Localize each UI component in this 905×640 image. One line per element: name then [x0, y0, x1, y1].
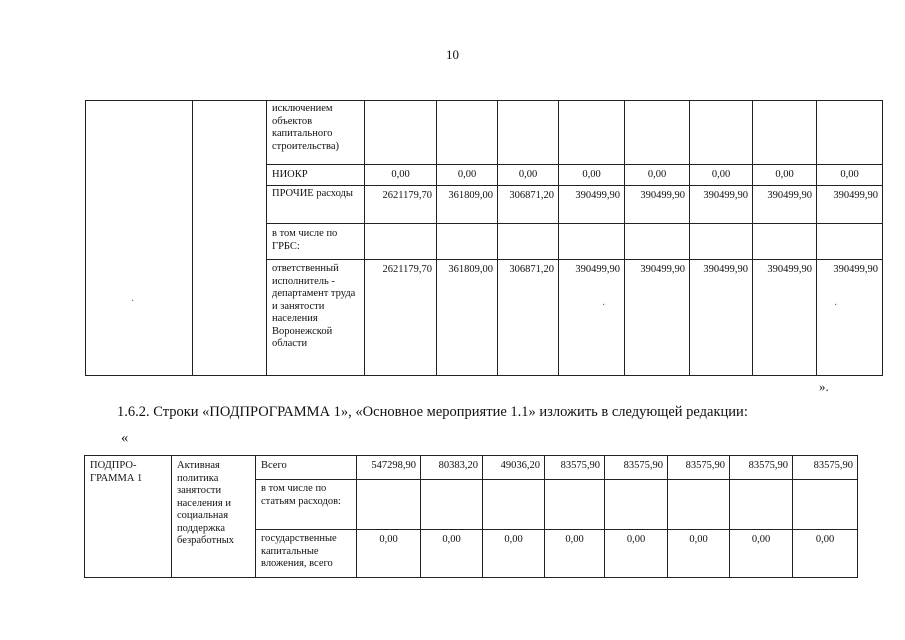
value-cell: [605, 480, 668, 530]
value-cell: [357, 480, 421, 530]
scan-speck: ·: [834, 300, 838, 311]
value-cell: [690, 101, 753, 165]
value-cell: [625, 224, 690, 260]
value-cell: 306871,20: [498, 186, 559, 224]
value-cell: 0,00: [625, 165, 690, 186]
row-label: Всего: [256, 456, 357, 480]
value-cell: 0,00: [365, 165, 437, 186]
value-cell: [817, 101, 883, 165]
value-cell: 0,00: [668, 530, 730, 578]
value-cell: [365, 224, 437, 260]
value-cell: 0,00: [545, 530, 605, 578]
opening-quote: «: [121, 430, 129, 446]
value-cell: 2621179,70: [365, 260, 437, 376]
value-cell: 49036,20: [483, 456, 545, 480]
table-row: [86, 101, 883, 165]
value-cell: 0,00: [793, 530, 858, 578]
value-cell: 0,00: [483, 530, 545, 578]
value-cell: 547298,90: [357, 456, 421, 480]
value-cell: [753, 101, 817, 165]
value-cell: [545, 480, 605, 530]
value-cell: 0,00: [730, 530, 793, 578]
value-cell: 83575,90: [605, 456, 668, 480]
value-cell: 390499,90: [753, 186, 817, 224]
value-cell: [437, 101, 498, 165]
value-cell: [625, 101, 690, 165]
value-cell: 83575,90: [730, 456, 793, 480]
value-cell: 0,00: [498, 165, 559, 186]
value-cell: [559, 224, 625, 260]
row-label: ответственный исполнитель - департамент труда и занятости населения Воронежской области: [267, 260, 365, 376]
value-cell: 361809,00: [437, 260, 498, 376]
value-cell: [793, 480, 858, 530]
row-label: государственные капитальные вложения, всего: [256, 530, 357, 578]
value-cell: 0,00: [421, 530, 483, 578]
value-cell: 390499,90: [625, 186, 690, 224]
value-cell: 306871,20: [498, 260, 559, 376]
value-cell: 390499,90: [817, 260, 883, 376]
value-cell: 0,00: [559, 165, 625, 186]
value-cell: 0,00: [357, 530, 421, 578]
amendment-paragraph: 1.6.2. Строки «ПОДПРОГРАММА 1», «Основное мероприятие 1.1» изложить в следующей редакции:: [117, 404, 748, 420]
expenses-table-continuation: [85, 100, 883, 376]
closing-quote: ».: [819, 379, 829, 394]
page-number: 10: [446, 47, 459, 62]
status-cell-empty: [86, 101, 193, 376]
value-cell: [753, 224, 817, 260]
value-cell: [498, 224, 559, 260]
value-cell: 390499,90: [753, 260, 817, 376]
row-label: в том числе по ГРБС:: [267, 224, 365, 260]
row-label: ПРОЧИЕ расходы: [267, 186, 365, 224]
value-cell: [668, 480, 730, 530]
value-cell: 83575,90: [793, 456, 858, 480]
row-label: НИОКР: [267, 165, 365, 186]
value-cell: [559, 101, 625, 165]
row-label: в том числе по статьям расходов:: [256, 480, 357, 530]
value-cell: [730, 480, 793, 530]
value-cell: 80383,20: [421, 456, 483, 480]
value-cell: 390499,90: [559, 260, 625, 376]
name-cell-empty: [193, 101, 267, 376]
value-cell: 0,00: [753, 165, 817, 186]
value-cell: 83575,90: [545, 456, 605, 480]
value-cell: [817, 224, 883, 260]
status-cell: ПОДПРО-ГРАММА 1: [85, 456, 172, 578]
value-cell: 390499,90: [690, 186, 753, 224]
value-cell: [690, 224, 753, 260]
value-cell: [365, 101, 437, 165]
value-cell: 390499,90: [559, 186, 625, 224]
table-row: [85, 456, 858, 480]
value-cell: 390499,90: [625, 260, 690, 376]
value-cell: 390499,90: [817, 186, 883, 224]
value-cell: 0,00: [437, 165, 498, 186]
value-cell: 390499,90: [690, 260, 753, 376]
value-cell: [421, 480, 483, 530]
subprogram-table: [84, 455, 858, 578]
scan-speck: ·: [602, 300, 606, 311]
value-cell: 0,00: [690, 165, 753, 186]
value-cell: 0,00: [605, 530, 668, 578]
value-cell: 2621179,70: [365, 186, 437, 224]
value-cell: 0,00: [817, 165, 883, 186]
value-cell: 361809,00: [437, 186, 498, 224]
row-label: исключением объектов капитального строительства): [267, 101, 365, 165]
scan-speck: ·: [131, 296, 135, 307]
subprogram-name-cell: Активная политика занятости населения и социальная поддержка безработных: [172, 456, 256, 578]
value-cell: 83575,90: [668, 456, 730, 480]
value-cell: [483, 480, 545, 530]
value-cell: [498, 101, 559, 165]
value-cell: [437, 224, 498, 260]
